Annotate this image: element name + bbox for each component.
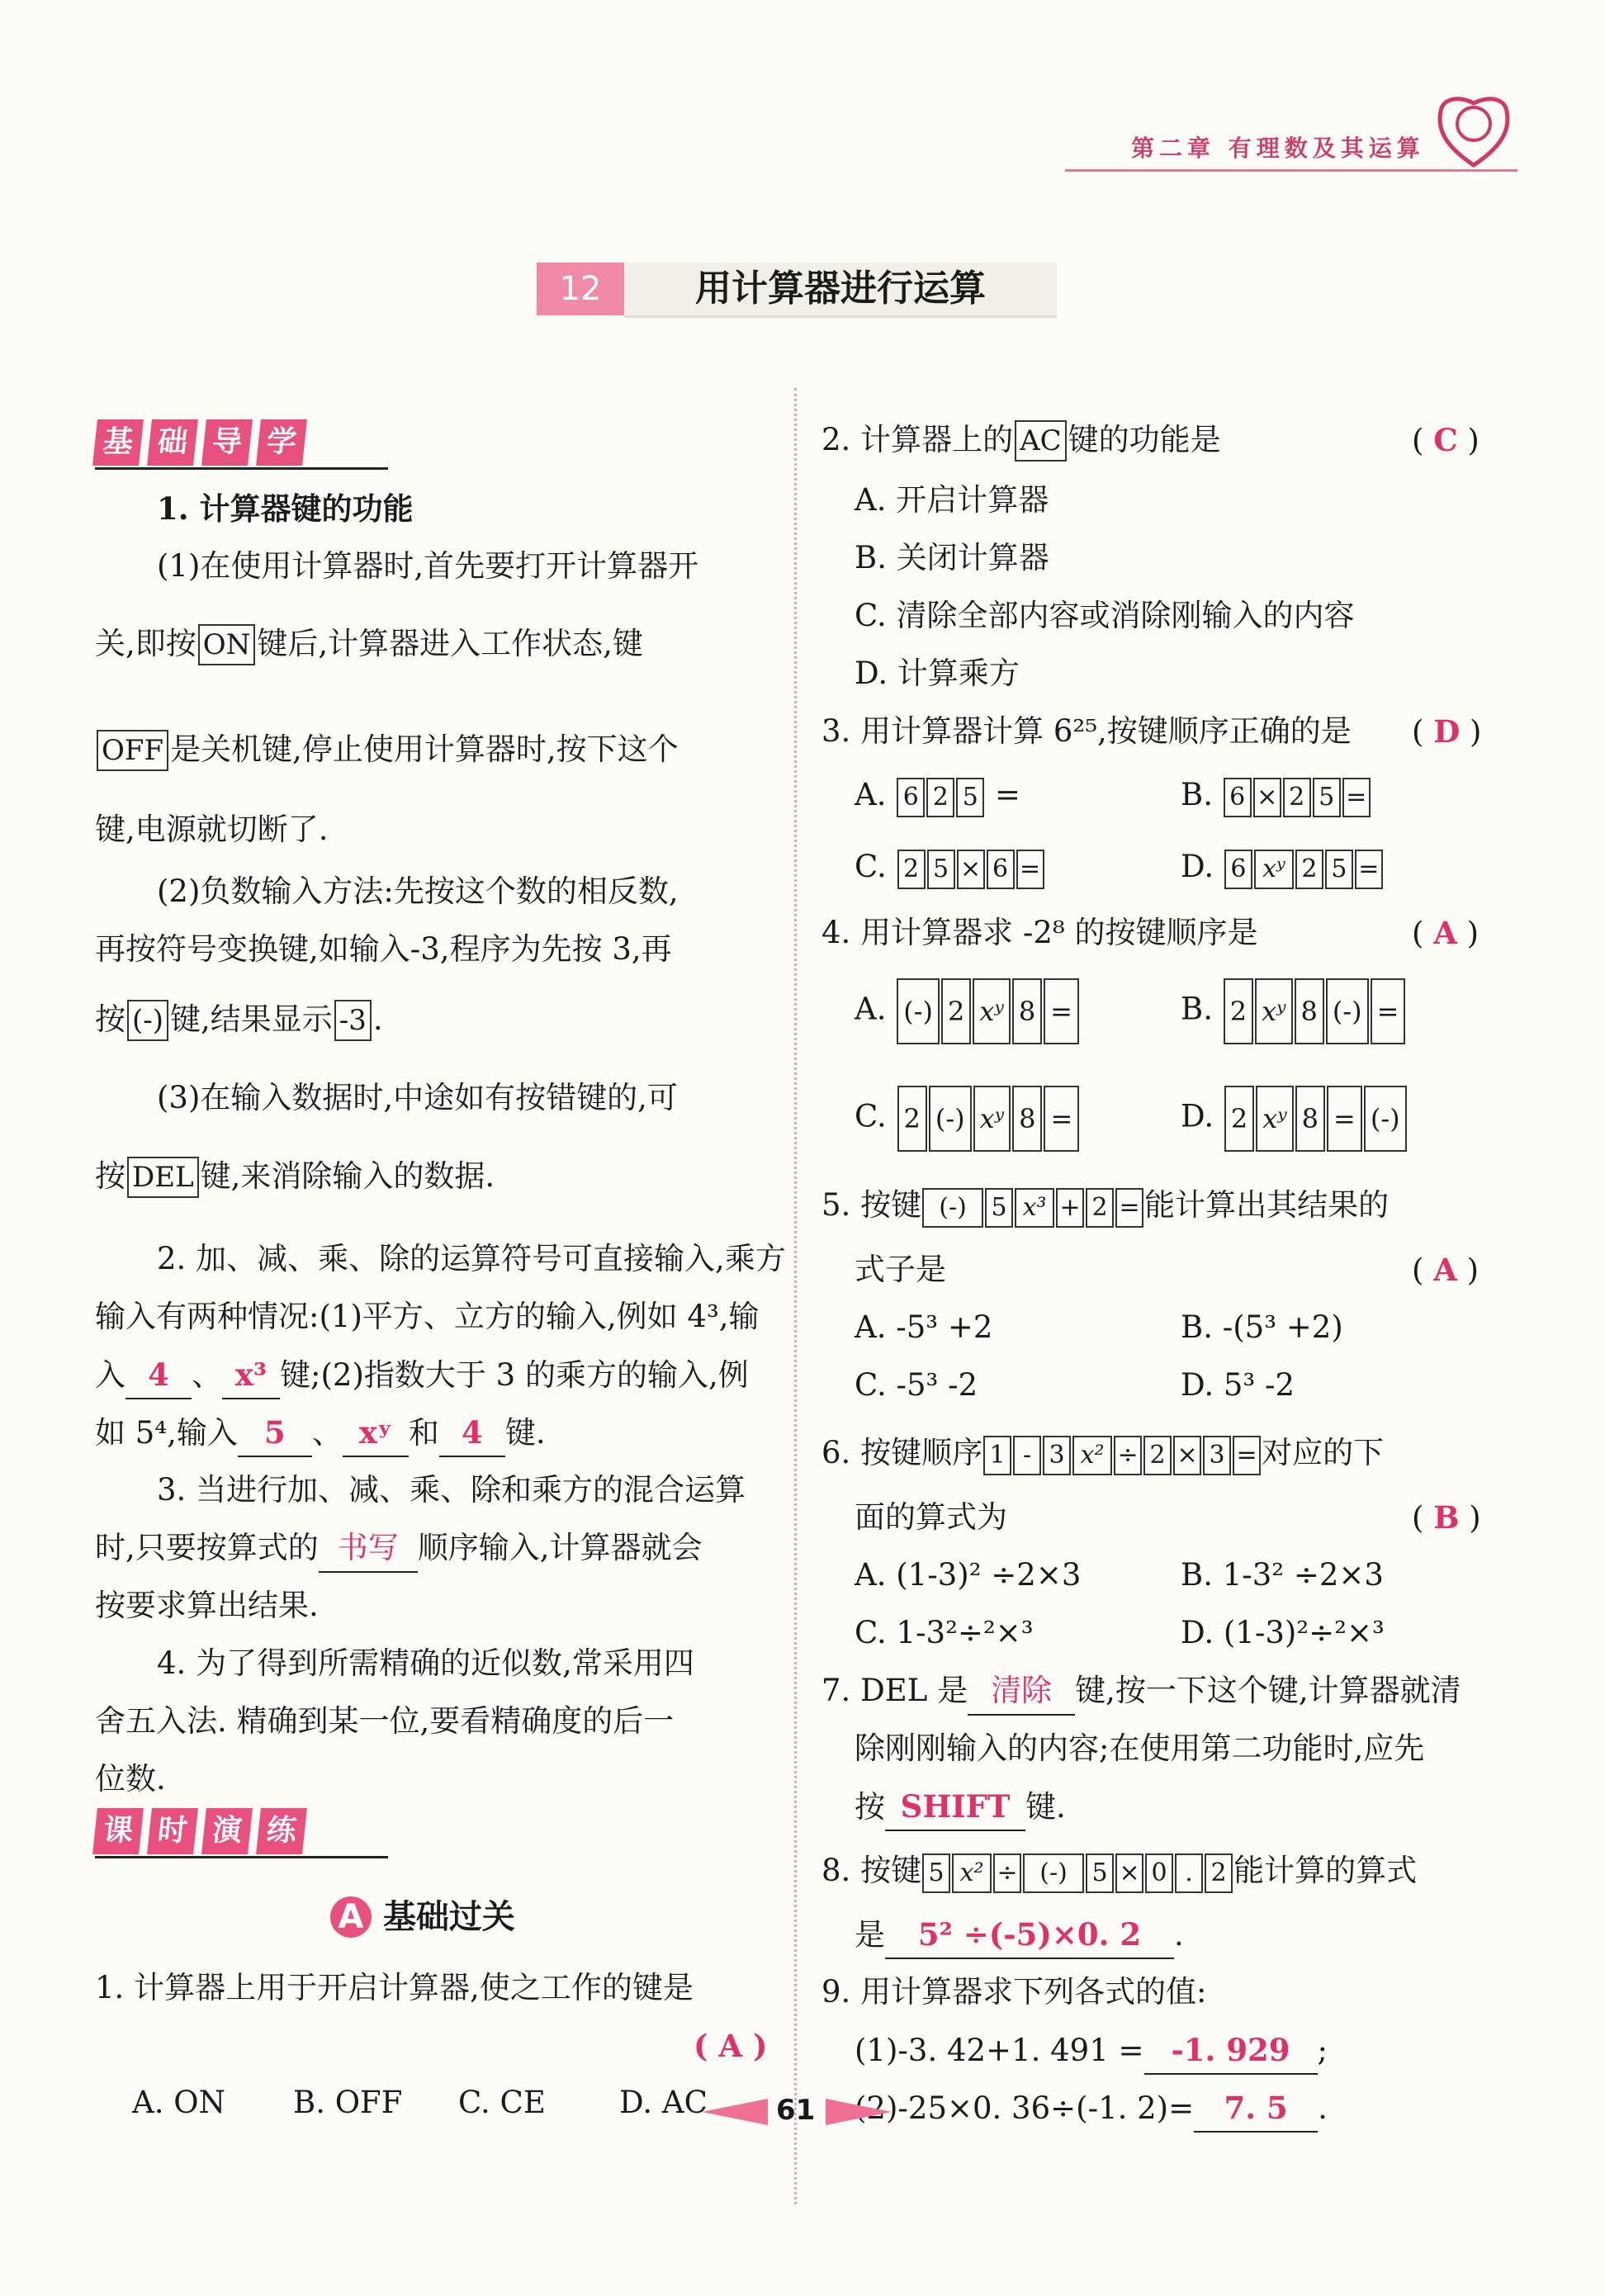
display-result: -3	[334, 1000, 372, 1041]
page-arrow-left	[702, 2099, 768, 2125]
para-text: (1)在使用计算器时,首先要打开计算器开	[157, 548, 699, 584]
answer-blank: 7. 5	[1194, 2085, 1318, 2133]
question-6-cont: 面的算式为	[855, 1499, 1007, 1535]
q4-option-b: B. 2 xʸ 8 (-) =	[1181, 978, 1406, 1044]
answer-blank: 5² ÷(-5)×0. 2	[885, 1911, 1174, 1959]
question-4-answer: ( A )	[1412, 915, 1480, 951]
option-c: C. 清除全部内容或消除刚输入的内容	[855, 598, 1355, 633]
option-d: D. 计算乘方	[855, 656, 1020, 691]
para-text: (3)在输入数据时,中途如有按错键的,可	[157, 1080, 678, 1115]
answer-blank: x³	[222, 1352, 280, 1399]
para-text: 再按符号变换键,如输入-3,程序为先按 3,再	[95, 931, 672, 967]
question-5: 5. 按键 (-) 5 x³ + 2 = 能计算出其结果的	[821, 1182, 1389, 1228]
page-arrow-right	[826, 2099, 892, 2125]
option-d: D. 5³ -2	[1181, 1367, 1295, 1403]
option-d: D. (1-3)²÷²×³	[1181, 1615, 1385, 1650]
question-9-1: (1)-3. 42+1. 491 = -1. 929 ;	[855, 2027, 1328, 2075]
question-7: 7. DEL 是 清除 键,按一下这个键,计算器就清	[821, 1668, 1461, 1716]
option-b: B. 1-3² ÷2×3	[1181, 1557, 1384, 1593]
section-header-practice: 课 时 演 练	[95, 1808, 313, 1854]
para-text: 舍五入法. 精确到某一位,要看精确度的后一	[95, 1703, 675, 1739]
column-divider	[794, 388, 797, 2204]
q3-option-a: A. 6 2 5 =	[855, 772, 1020, 818]
question-6-answer: ( B )	[1412, 1499, 1481, 1536]
para-text: (2)负数输入方法:先按这个数的相反数,	[157, 873, 679, 909]
chapter-header: 第二章 有理数及其运算	[1131, 135, 1425, 162]
header-rule	[1065, 169, 1517, 172]
off-key: OFF	[97, 730, 168, 771]
para-text-fill3: 时,只要按算式的 书写 顺序输入,计算器就会	[95, 1525, 703, 1573]
lesson-title-text: 用计算器进行运算	[624, 263, 1057, 318]
question-5-answer: ( A )	[1412, 1252, 1480, 1288]
q4-option-a: A. (-) 2 xʸ 8 =	[855, 978, 1080, 1044]
q3-option-b: B. 6 × 2 5 =	[1181, 772, 1371, 818]
ac-key: AC	[1015, 420, 1067, 462]
answer-blank: SHIFT	[885, 1783, 1025, 1831]
q3-option-d: D. 6 xʸ 2 5 =	[1181, 844, 1384, 890]
answer-blank: 4	[439, 1409, 505, 1457]
para-1-title: 1. 计算器键的功能	[157, 490, 414, 527]
sub-section-title: A 基础过关	[330, 1891, 515, 1938]
option-b: B. 关闭计算器	[855, 540, 1049, 575]
question-6: 6. 按键顺序 1 - 3 x² ÷ 2 × 3 = 对应的下	[821, 1430, 1384, 1476]
lesson-number: 12	[537, 263, 624, 315]
question-3: 3. 用计算器计算 6²⁵,按键顺序正确的是	[821, 713, 1352, 749]
q4-option-c: C. 2 (-) xʸ 8 =	[855, 1086, 1080, 1152]
lesson-title	[537, 263, 1057, 315]
section-header-basics: 基 础 导 学	[95, 419, 313, 466]
section-underline	[95, 467, 388, 470]
question-7-cont2: 按 SHIFT 键.	[855, 1783, 1066, 1831]
page-number: 61	[776, 2094, 816, 2127]
para-text-fill1: 入 4 、 x³ 键;(2)指数大于 3 的乘方的输入,例	[95, 1352, 749, 1399]
q3-option-c: C. 2 5 × 6 =	[855, 844, 1045, 890]
para-text: 4. 为了得到所需精确的近似数,常采用四	[157, 1645, 694, 1681]
question-9-2: (2)-25×0. 36÷(-1. 2)= 7. 5 .	[855, 2085, 1328, 2133]
answer-blank: 4	[125, 1352, 192, 1399]
question-8: 8. 按键 5 x² ÷ (-) 5 × 0 . 2 能计算的算式	[821, 1848, 1417, 1894]
option-c: C. 1-3²÷²×³	[855, 1615, 1034, 1650]
question-7-cont: 除刚刚输入的内容;在使用第二功能时,应先	[855, 1730, 1425, 1766]
answer-blank: 5	[238, 1409, 312, 1457]
para-text: 按要求算出结果.	[95, 1588, 319, 1623]
para-text-on: 关,即按 ON 键后,计算器进入工作状态,键	[95, 621, 643, 667]
question-5-cont: 式子是	[855, 1252, 946, 1287]
option-c: C. -5³ -2	[855, 1367, 978, 1403]
on-key: ON	[198, 624, 256, 665]
para-text: 3. 当进行加、减、乘、除和乘方的混合运算	[157, 1472, 746, 1508]
option-b: B. OFF	[293, 2085, 403, 2120]
question-2-answer: ( C )	[1412, 422, 1480, 458]
question-2: 2. 计算器上的 AC 键的功能是	[821, 417, 1221, 463]
option-a: A. -5³ +2	[855, 1309, 993, 1345]
para-text-neg: 按 (-) 键,结果显示 -3 .	[95, 997, 383, 1043]
answer-blank: xʸ	[343, 1409, 409, 1457]
del-key: DEL	[127, 1157, 199, 1198]
option-c: C. CE	[458, 2085, 546, 2120]
para-text: 键,电源就切断了.	[95, 812, 329, 847]
question-3-answer: ( D )	[1412, 713, 1482, 750]
option-a: A. (1-3)² ÷2×3	[855, 1557, 1082, 1593]
answer-blank: 清除	[968, 1668, 1075, 1716]
para-text-fill2: 如 5⁴,输入 5 、 xʸ 和 4 键.	[95, 1409, 546, 1457]
para-text: 位数.	[95, 1761, 166, 1797]
option-a: A. ON	[132, 2085, 225, 2120]
answer-blank: 书写	[319, 1525, 418, 1573]
para-text-del: 按 DEL 键,来消除输入的数据.	[95, 1153, 495, 1200]
q4-option-d: D. 2 xʸ 8 = (-)	[1181, 1086, 1408, 1152]
para-text: 输入有两种情况:(1)平方、立方的输入,例如 4³,输	[95, 1299, 760, 1334]
question-1: 1. 计算器上用于开启计算器,使之工作的键是	[95, 1970, 694, 2005]
para-text: 2. 加、减、乘、除的运算符号可直接输入,乘方	[157, 1241, 786, 1276]
publisher-logo	[1432, 87, 1515, 169]
option-a: A. 开启计算器	[855, 482, 1049, 518]
section-underline	[95, 1856, 388, 1858]
option-b: B. -(5³ +2)	[1181, 1309, 1343, 1345]
para-text-off: OFF 是关机键,停止使用计算器时,按下这个	[95, 727, 679, 773]
option-d: D. AC	[619, 2085, 708, 2120]
negate-key: (-)	[127, 1000, 168, 1041]
question-1-answer: ( A )	[694, 2028, 768, 2064]
question-9: 9. 用计算器求下列各式的值:	[821, 1974, 1207, 2010]
question-4: 4. 用计算器求 -2⁸ 的按键顺序是	[821, 915, 1258, 950]
answer-blank: -1. 929	[1144, 2027, 1318, 2075]
question-8-cont: 是 5² ÷(-5)×0. 2 .	[855, 1911, 1184, 1959]
